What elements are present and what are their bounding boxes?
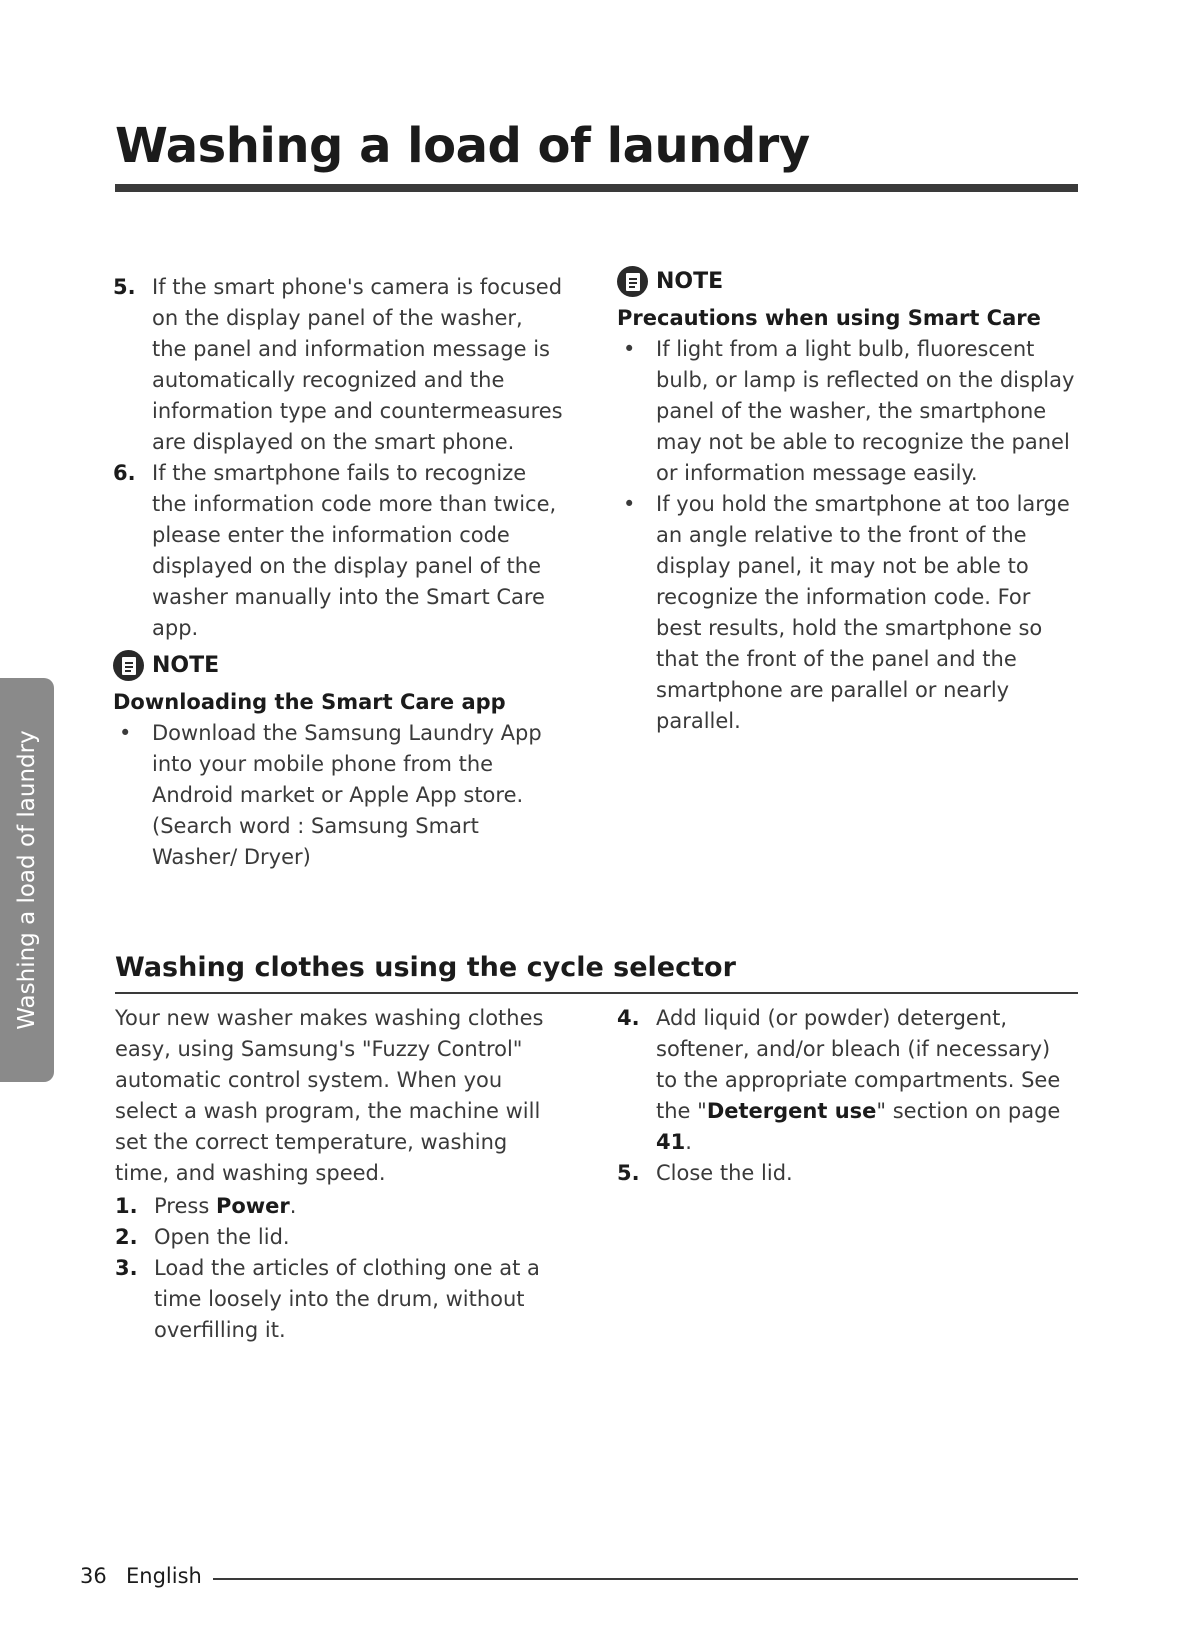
step-text: If the smart phone's camera is focused on the display panel of the washer, the panel and information message is automatically recognized and the information type and countermeasures are displayed on the smart phone.: [152, 275, 563, 454]
bullet-text: Download the Samsung Laundry App into your mobile phone from the Android market or Apple App store. (Search word : Samsung Smart Washer/ Dryer): [152, 721, 542, 869]
footer-language: English: [126, 1564, 202, 1588]
top-left-column: [113, 272, 563, 873]
section-intro: Your new washer makes washing clothes easy, using Samsung's "Fuzzy Control" automatic control system. When you select a wash program, the machine will set the correct temperature, washing time, and washing speed.: [115, 1006, 544, 1185]
step-text: Open the lid.: [154, 1225, 290, 1249]
step-page-ref: 41: [656, 1130, 686, 1154]
note-header: [617, 266, 1077, 297]
step-1: [115, 1191, 565, 1222]
note-header: [113, 650, 563, 681]
note-label: NOTE: [656, 269, 724, 294]
bullet-dot: •: [623, 337, 636, 361]
note-subtitle: Precautions when using Smart Care: [617, 306, 1041, 330]
step-text: If the smartphone fails to recognize the information code more than twice, please enter the information code displayed on the display panel of the washer manually into the Smart Care app.: [152, 461, 557, 640]
step-keyword: Detergent use: [706, 1099, 877, 1123]
bullet-text: If you hold the smartphone at too large an angle relative to the front of the display panel, it may not be able to recognize the information code. For best results, hold the smartphone so that the front of the panel and the smartphone are parallel or nearly parallel.: [656, 492, 1070, 733]
title-rule: [115, 184, 1078, 192]
step-text: Load the articles of clothing one at a time loosely into the drum, without overfilling it.: [154, 1256, 540, 1342]
step-4: [617, 1003, 1077, 1158]
top-right-column: [617, 269, 1077, 737]
section-rule: [115, 992, 1078, 994]
step-number: 6.: [113, 461, 136, 485]
bullet-text: If light from a light bulb, fluorescent bulb, or lamp is reflected on the display panel of the washer, the smartphone may not be able to recognize the panel or information message easily.: [656, 337, 1075, 485]
note-bullet: [617, 489, 1077, 737]
bullet-dot: •: [119, 721, 132, 745]
step-text-pre: Add liquid (or powder) detergent, softener, and/or bleach (if necessary) to the appropriate compartments. See the ": [656, 1006, 1061, 1123]
step-number: 2.: [115, 1225, 138, 1249]
note-bullet: [113, 718, 563, 873]
note-icon: [113, 650, 144, 681]
step-number: 5.: [617, 1161, 640, 1185]
step-6: [113, 458, 563, 644]
note-bullet: [617, 334, 1077, 489]
side-tab-label: Washing a load of laundry: [14, 730, 40, 1030]
note-label: NOTE: [152, 653, 220, 678]
section-right-column: [617, 1003, 1077, 1189]
step-keyword: Power: [215, 1194, 290, 1218]
note-icon: [617, 266, 648, 297]
step-text-post: .: [289, 1194, 297, 1218]
step-2: [115, 1222, 565, 1253]
step-text: Close the lid.: [656, 1161, 793, 1185]
step-number: 5.: [113, 275, 136, 299]
step-5-close: [617, 1158, 1077, 1189]
step-number: 1.: [115, 1194, 138, 1218]
side-tab: [0, 678, 54, 1082]
step-number: 4.: [617, 1006, 640, 1030]
step-text-post: .: [685, 1130, 692, 1154]
footer-rule: [213, 1578, 1078, 1580]
page-number: 36: [80, 1564, 107, 1588]
step-text-pre: Press: [154, 1194, 216, 1218]
page-title: Washing a load of laundry: [115, 118, 810, 174]
note-subtitle: Downloading the Smart Care app: [113, 690, 506, 714]
section-left-column: [115, 1003, 565, 1346]
step-text-mid: " section on page: [876, 1099, 1061, 1123]
section-title: Washing clothes using the cycle selector: [115, 952, 736, 983]
step-5: [113, 272, 563, 458]
bullet-dot: •: [623, 492, 636, 516]
step-number: 3.: [115, 1256, 138, 1280]
step-3: [115, 1253, 565, 1346]
